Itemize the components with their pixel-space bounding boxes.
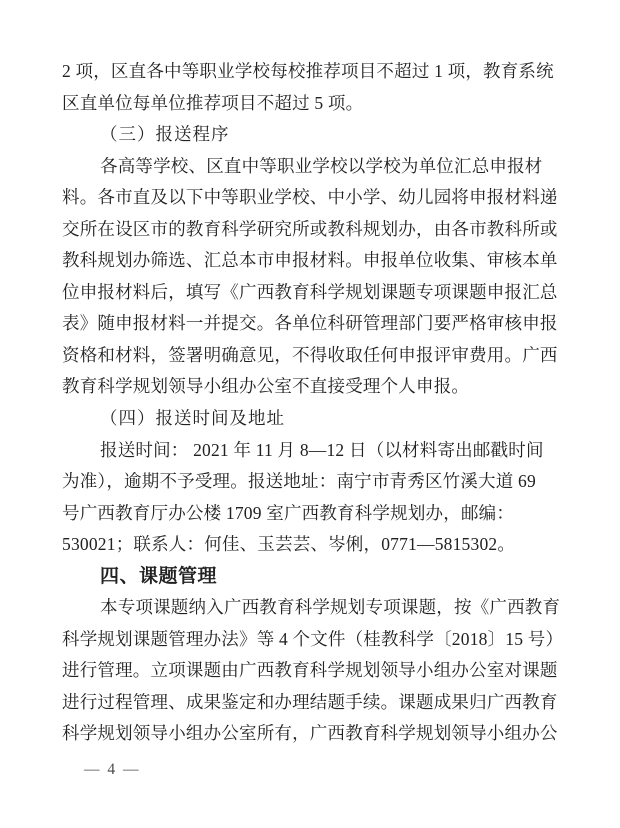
text-line: 教科规划办筛选、汇总本市申报材料。申报单位收集、审核本单 [62,250,558,271]
page-number: — 4 — [84,761,141,778]
text-line: 科学规划领导小组办公室所有，广西教育科学规划领导小组办公 [62,723,558,744]
text-line: 报送时间： 2021 年 11 月 8—12 日（以材料寄出邮戳时间 [100,439,544,460]
text-line: 2 项，区直各中等职业学校每校推荐项目不超过 1 项，教育系统 [62,61,554,81]
text-line: 本专项课题纳入广西教育科学规划专项课题，按《广西教育 [100,597,561,618]
text-line: 表》随申报材料一并提交。各单位科研管理部门要严格审核申报 [62,313,558,334]
text-line: 区直单位每单位推荐项目不超过 5 项。 [62,92,364,113]
text-line: 科学规划课题管理办法》等 4 个文件（桂教科学〔2018〕15 号） [62,628,564,649]
text-line: 号广西教育厅办公楼 1709 室广西教育科学规划办，邮编： [62,502,515,523]
text-line: 进行过程管理、成果鉴定和办理结题手续。课题成果归广西教育 [62,691,558,712]
text-line: 四、课题管理 [100,565,218,587]
text-line: 530021；联系人：何佳、玉芸芸、岑俐，0771—5815302。 [62,534,516,555]
text-line: 资格和材料，签署明确意见，不得收取任何申报评审费用。广西 [62,344,558,365]
text-column [62,56,564,750]
text-line: 进行管理。立项课题由广西教育科学规划领导小组办公室对课题 [62,660,558,681]
text-line: 位申报材料后，填写《广西教育科学规划课题专项课题申报汇总 [62,281,558,302]
text-line: 各高等学校、区直中等职业学校以学校为单位汇总申报材 [100,155,543,176]
text-line: （四）报送时间及地址 [100,408,285,429]
text-line: 料。各市直及以下中等职业学校、中小学、幼儿园将申报材料递 [62,187,558,208]
text-line: （三）报送程序 [100,124,230,145]
text-line: 为准），逾期不予受理。报送地址：南宁市青秀区竹溪大道 69 [62,471,536,492]
text-line: 教育科学规划领导小组办公室不直接受理个人申报。 [62,376,470,397]
text-line: 交所在设区市的教育科学研究所或教科规划办，由各市教科所或 [62,218,558,239]
